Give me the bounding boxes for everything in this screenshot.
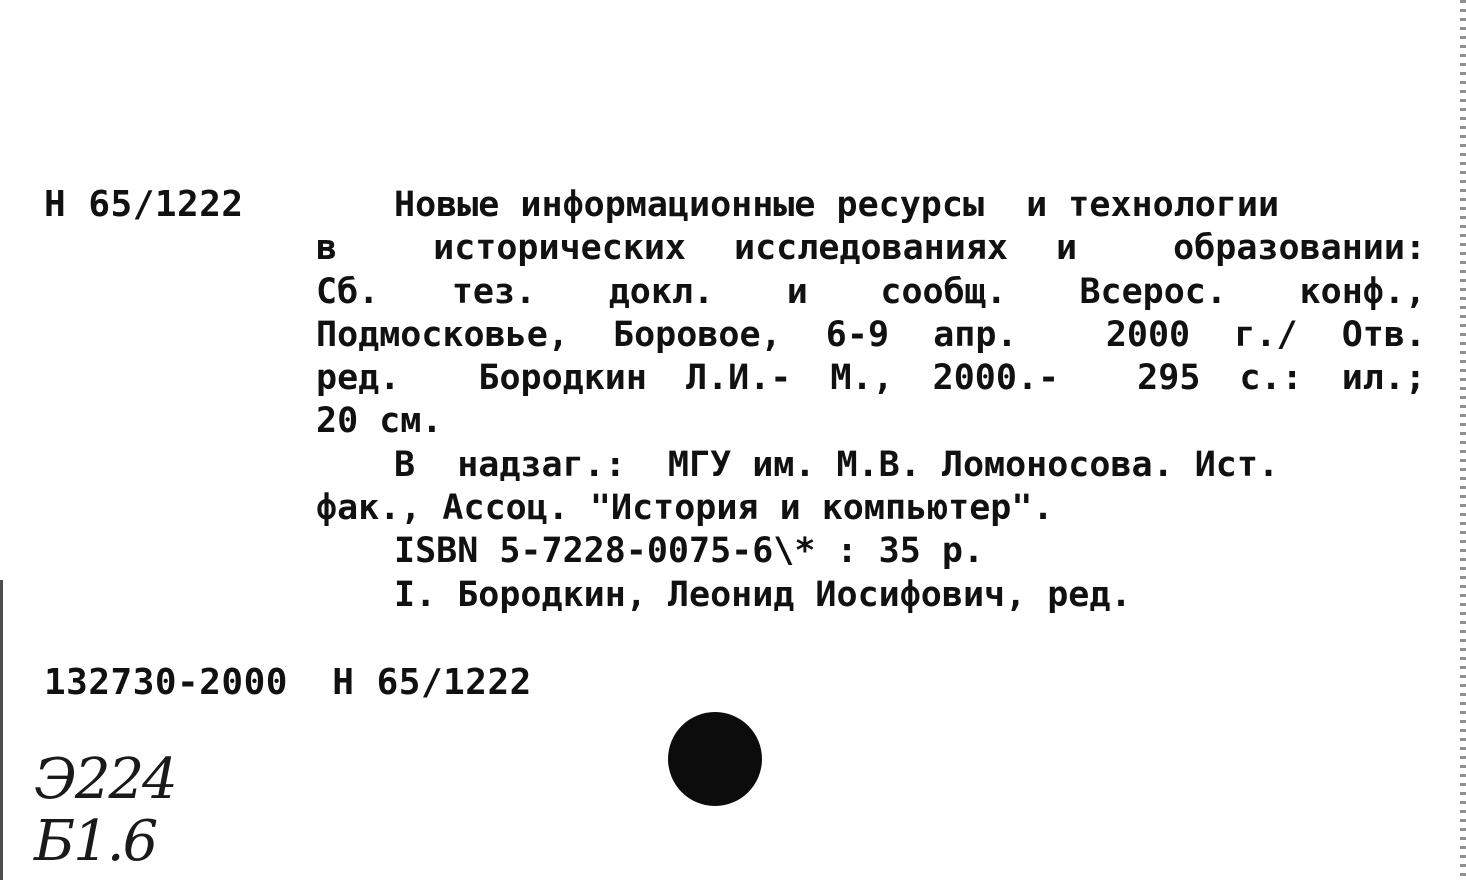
editor-line: I. Бородкин, Леонид Иосифович, ред. — [394, 574, 1132, 615]
isbn-line: ISBN 5-7228-0075-6\* : 35 р. — [394, 531, 985, 572]
description-line-2: в исторических исследованиях и образовании: — [316, 228, 1426, 269]
description-line-1: Новые информационные ресурсы и технологии — [394, 185, 1280, 225]
description-line-5: ред. Бородкин Л.И.- М., 2000.- 295 с.: ил.; — [316, 358, 1426, 399]
footer-numbers: 132730-2000 Н 65/1222 — [44, 662, 532, 703]
note-line-2: фак., Ассоц. "История и компьютер". — [316, 488, 1054, 529]
description-line-6: 20 см. — [316, 401, 443, 442]
card-punch-hole — [668, 712, 762, 806]
card-left-edge — [0, 580, 3, 880]
note-line-1: В надзаг.: МГУ им. М.В. Ломоносова. Ист. — [394, 444, 1280, 485]
description-line-3: Сб. тез. докл. и сообщ. Всерос. конф., — [316, 271, 1426, 312]
handwritten-classification-1: Э224 — [34, 747, 176, 812]
description-line-4: Подмосковье, Боровое, 6-9 апр. 2000 г./ Отв. — [316, 314, 1426, 355]
call-number: Н 65/1222 — [44, 184, 244, 225]
handwritten-classification-2: Б1.6 — [34, 809, 157, 874]
card-right-edge — [1460, 0, 1466, 882]
bibliographic-description — [316, 184, 1426, 617]
